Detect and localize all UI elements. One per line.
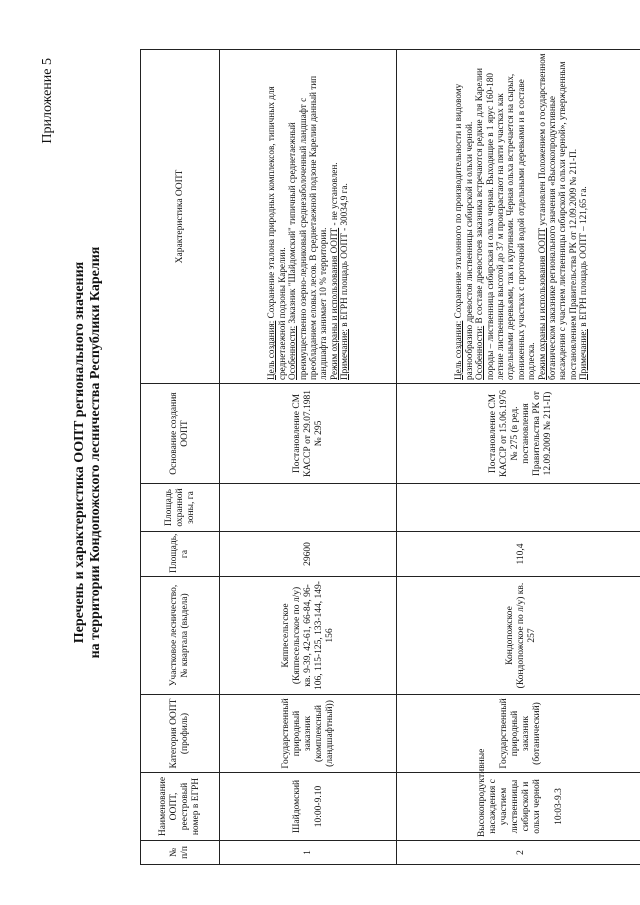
row-num: 2 (397, 841, 640, 865)
row-num: 1 (220, 841, 397, 865)
table-row (397, 50, 640, 865)
note-label: Примечание: (578, 329, 589, 380)
row-basis: Постановление СМ КАССР от 29.07.1981 № 295 (220, 384, 397, 484)
table-row (220, 50, 397, 865)
note-label: Примечание: (339, 329, 350, 380)
title-line-2: на территории Кондопожского лесничества Республики Карелия (88, 246, 103, 659)
row-buffer (397, 484, 640, 532)
features-label: Особенности: (287, 325, 298, 380)
header-forestry: Участковое лесничество, № квартала (выдела) (141, 577, 220, 695)
header-num: № п/п (141, 841, 220, 865)
row-category: Государственный природный заказник (комплексный (ландшафтный)) (220, 695, 397, 773)
row-name-cell (397, 748, 640, 841)
regime-text: - не установлен. (328, 162, 339, 228)
row-basis: Постановление СМ КАССР от 15.06.1976 № 275 (в ред. постановления Правительства РК от 12.09.2009 № 211-П) (397, 384, 640, 484)
registry-number: 10:03-9.3 (554, 788, 564, 825)
table-header-row (141, 50, 220, 865)
row-description (397, 50, 640, 384)
row-forestry: Кяппесельгское (Кяппесельгское по л/у) кв. 9-39, 42-61, 66-84, 96-106, 115-125, 133-144, 149-156 (220, 577, 397, 695)
header-buffer: Площадь охранной зоны, га (141, 484, 220, 532)
registry-number: 10:00-9.10 (313, 785, 324, 828)
oopt-name: Высокопродуктивные насаждения с участием лиственницы сибирской и ольхи черной (477, 748, 542, 837)
row-area: 110,4 (397, 532, 640, 577)
regime-label: Режим охраны и использования ООПТ (328, 227, 339, 380)
title-line-1: Перечень и характеристика ООПТ регионального значения (72, 261, 87, 644)
header-desc: Характеристика ООПТ (141, 50, 220, 384)
header-name: Наименование ООПТ, реестровый номер в ЕГРН (141, 773, 220, 841)
features-text: В составе древостоев заказника встречаются редкие для Карелии породы – лиственница сибирская и ольха черная. Выходящие в 1 ярус 160-180 летние лиственницы высотой до 37 м произрастают на пяти участках как отдельными деревьями, так и куртинами. Черная ольха встречается на сырых, пониженных участках с проточной водой отдельными деревьями и в составе подлеска. (474, 68, 537, 380)
row-buffer (220, 484, 397, 532)
goal-text: Сохранение эталона природных комплексов, типичных для среднетаежной подзоны Карелии. (266, 86, 287, 380)
features-label: Особенности: (474, 325, 485, 380)
row-area: 29600 (220, 532, 397, 577)
features-text: Заказник "Шайдомский" типичный среднетаежный преимущественно озерно-ледниковый среднезаболоченный ландшафт с преобладанием еловых лесов. В среднетаежной подзоне Карелии данный тип ландшафта занимает 10 % территории. (287, 75, 329, 380)
header-basis: Основание создания ООПТ (141, 384, 220, 484)
goal-label: Цель создания: (453, 320, 464, 380)
appendix-label: Приложение 5 (40, 58, 55, 144)
note-text: в ЕГРН площадь ООПТ – 121,65 га. (578, 186, 589, 330)
goal-label: Цель создания: (266, 320, 277, 380)
row-name-cell (220, 773, 397, 841)
regime-label: Режим охраны и использования ООПТ (536, 227, 547, 380)
row-forestry: Кондопожское (Кондопожское по л/у) кв. 257 (397, 577, 640, 695)
note-text: в ЕГРН площадь ООПТ - 30034,9 га. (339, 183, 350, 330)
header-category: Категория ООПТ (профиль) (141, 695, 220, 773)
goal-text: Сохранение эталонного по производительности и видовому разнообразию древостоя лиственницы сибирской и ольхи черной. (453, 83, 474, 380)
header-area: Площадь, га (141, 532, 220, 577)
document-title (72, 0, 104, 905)
oopt-name: Шайдомский (291, 779, 302, 834)
row-category: Государственный природный заказник (ботанический) (397, 695, 640, 773)
row-description (220, 50, 397, 384)
oopt-table (140, 49, 640, 865)
regime-text: установлен Положением о государственном ботаническом заказнике регионального значения «Высокопродуктивные насаждения с участием лиственницы сибирской и ольхи черной», утвержденным постановлением Правительства РК от 12.09.2009 № 211-П. (536, 53, 578, 380)
